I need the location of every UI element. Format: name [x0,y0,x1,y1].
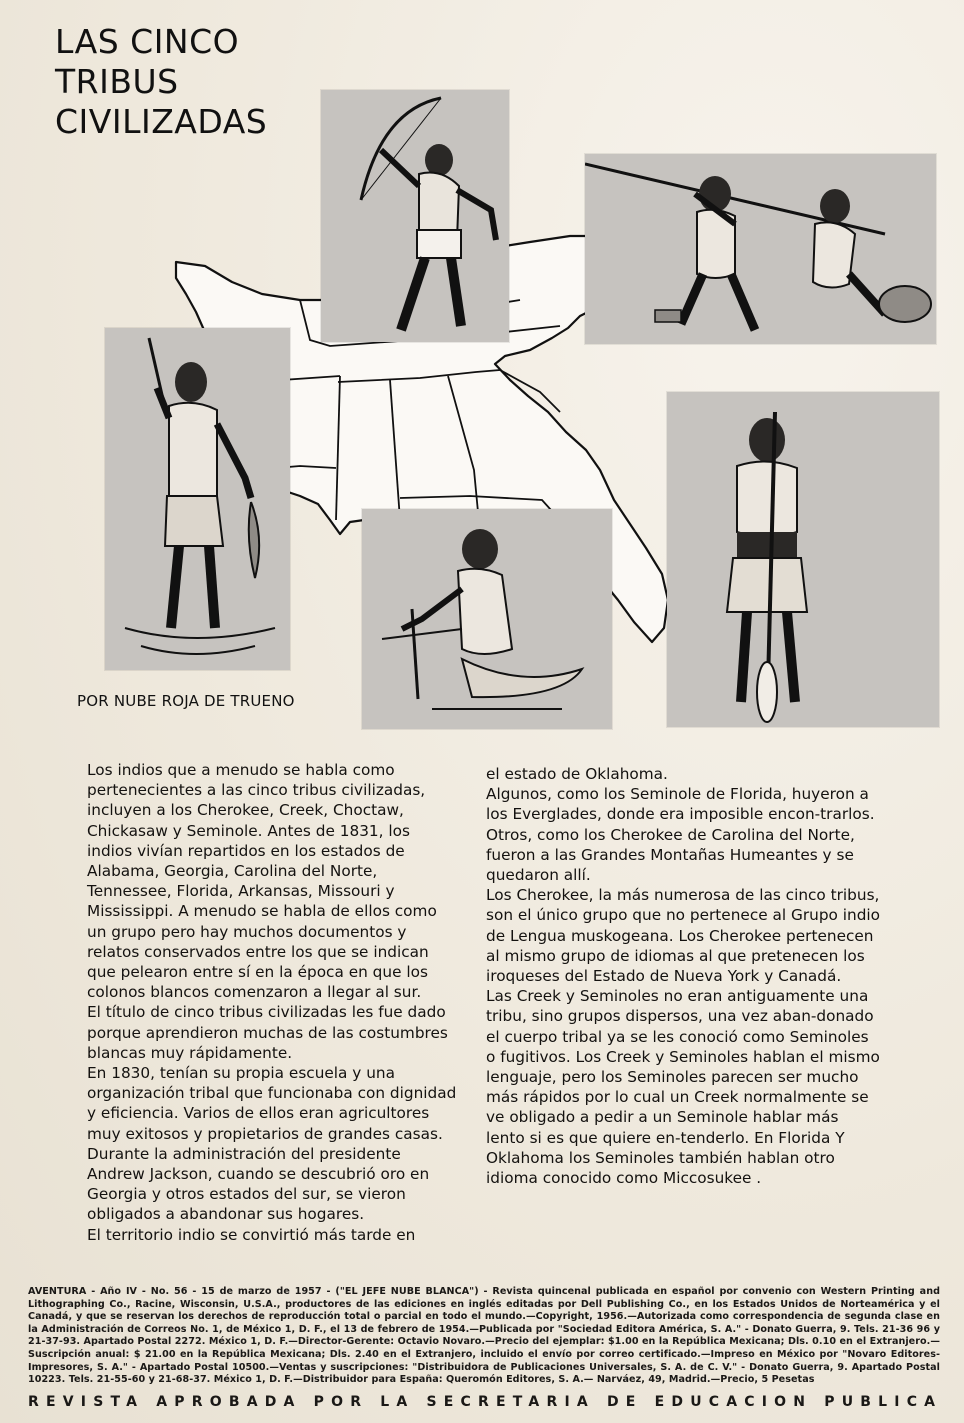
paragraph: Los Cherokee, la más numerosa de las cinco tribus, son el único grupo que no pertenece al Grupo indio de Lengua muskogeana. Los Cherokee pertenecen al mismo grupo de idiomas al que pretenecen los iroqueses del Estado de Nueva York y Canadá. [486,886,881,986]
paragraph: Las Creek y Seminoles no eran antiguamente una tribu, sino grupos dispersos, una vez aban-donado el cuerpo tribal ya se les conoció como Seminoles o fugitivos. Los Creek y Seminoles hablan el mismo lenguaje, pero los Seminoles parecen ser mucho más rápidos por lo cual un Creek normalmente se ve obligado a pedir a un Seminole hablar más lento si es que quiere en-tenderlo. En Florida Y Oklahoma los Seminoles también hablan otro idioma conocido como Miccosukee . [486,987,880,1188]
archer-illustration [321,90,509,342]
paragraph: En 1830, tenían su propia escuela y una organización tribal que funcionaba con dignidad y eficiencia. Varios de ellos eran agricultores muy exitosos y propietarios de grandes casas. [87,1064,457,1143]
author-byline: POR NUBE ROJA DE TRUENO [77,692,295,710]
spearmen-illustration [585,154,936,344]
paragraph: El título de cinco tribus civilizadas les fue dado porque aprendieron muchas de las costumbres blancas muy rápidamente. [87,1003,448,1062]
paragraph: Algunos, como los Seminole de Florida, huyeron a los Everglades, donde era imposible encon-trarlos. [486,785,875,824]
title-line-1: LAS CINCO [55,22,240,61]
approval-line: REVISTA APROBADA POR LA SECRETARIA DE EDUCACION PUBLICA [28,1394,943,1410]
paragraph: Durante la administración del presidente Andrew Jackson, cuando se descubrió oro en Georgia y otros estados del sur, se vieron obligados a abandonar sus hogares. [87,1144,430,1224]
article-column-right [486,764,882,1188]
paragraph: El territorio indio se convirtió más tarde en [87,1225,416,1244]
paddler-illustration [667,392,939,727]
title-line-2: TRIBUS [55,62,179,101]
fisherman-illustration [105,328,290,670]
page-title [55,22,335,142]
title-line-3: CIVILIZADAS [55,102,268,141]
publication-masthead: AVENTURA - Año IV - No. 56 - 15 de marzo de 1957 - ("EL JEFE NUBE BLANCA") - Revista quincenal publicada en español por convenio con Western Printing and Lithographing Co., Racine, Wisconsin, U.S.A., productores de las ediciones en inglés editadas por Dell Publishing Co., en los Estados Unidos de Norteamérica y el Canadá, y que se reservan los derechos de reproducción total o parcial en todo el mundo.—Copyright, 1956.—Autorizada como correspondencia de segunda clase en la Administración de Correos No. 1, de México 1, D. F., el 13 de febrero de 1954.—Publicada por "Sociedad Editora América, S. A." - Donato Guerra, 9. Tels. 21-36 96 y 21-37-93. Apartado Postal 2272. México 1, D. F.—Director-Gerente: Octavio Novaro.—Precio del ejemplar: $1.00 en la República Mexicana; Dls. 0.10 en el Extranjero.—Suscripción anual: $ 21.00 en la República Mexicana; Dls. 2.40 en el Extranjero, incluido el envío por correo certificado.—Impreso en México por "Novaro Editores-Impresores, S. A." - Apartado Postal 10500.—Ventas y suscripciones: "Distribuidora de Publicaciones Universales, S. A. de C. V." - Donato Guerra, 9. Apartado Postal 10223. Tels. 21-55-60 y 21-68-37. México 1, D. F.—Distribuidor para España: Queromón Editores, S. A.— Narváez, 49, Madrid.—Precio, 5 Pesetas [28,1286,940,1386]
craftsman-illustration [362,509,612,729]
paragraph: Otros, como los Cherokee de Carolina del Norte, fueron a las Grandes Montañas Humeantes y se quedaron allí. [486,825,855,885]
article-column-left [87,760,457,1245]
paragraph: Los indios que a menudo se habla como pertenecientes a las cinco tribus civilizadas, incluyen a los Cherokee, Creek, Choctaw, Chickasaw y Seminole. Antes de 1831, los indios vivían repartidos en los estados de Alabama, Georgia, Carolina del Norte, Tennessee, Florida, Arkansas, Missouri y Mississippi. A menudo se habla de ellos como un grupo pero hay muchos documentos y relatos conservados entre los que se indican que pelearon entre sí en la época en que los colonos blancos comenzaron a llegar al sur. [87,761,437,1002]
paragraph: el estado de Oklahoma. [486,765,668,783]
